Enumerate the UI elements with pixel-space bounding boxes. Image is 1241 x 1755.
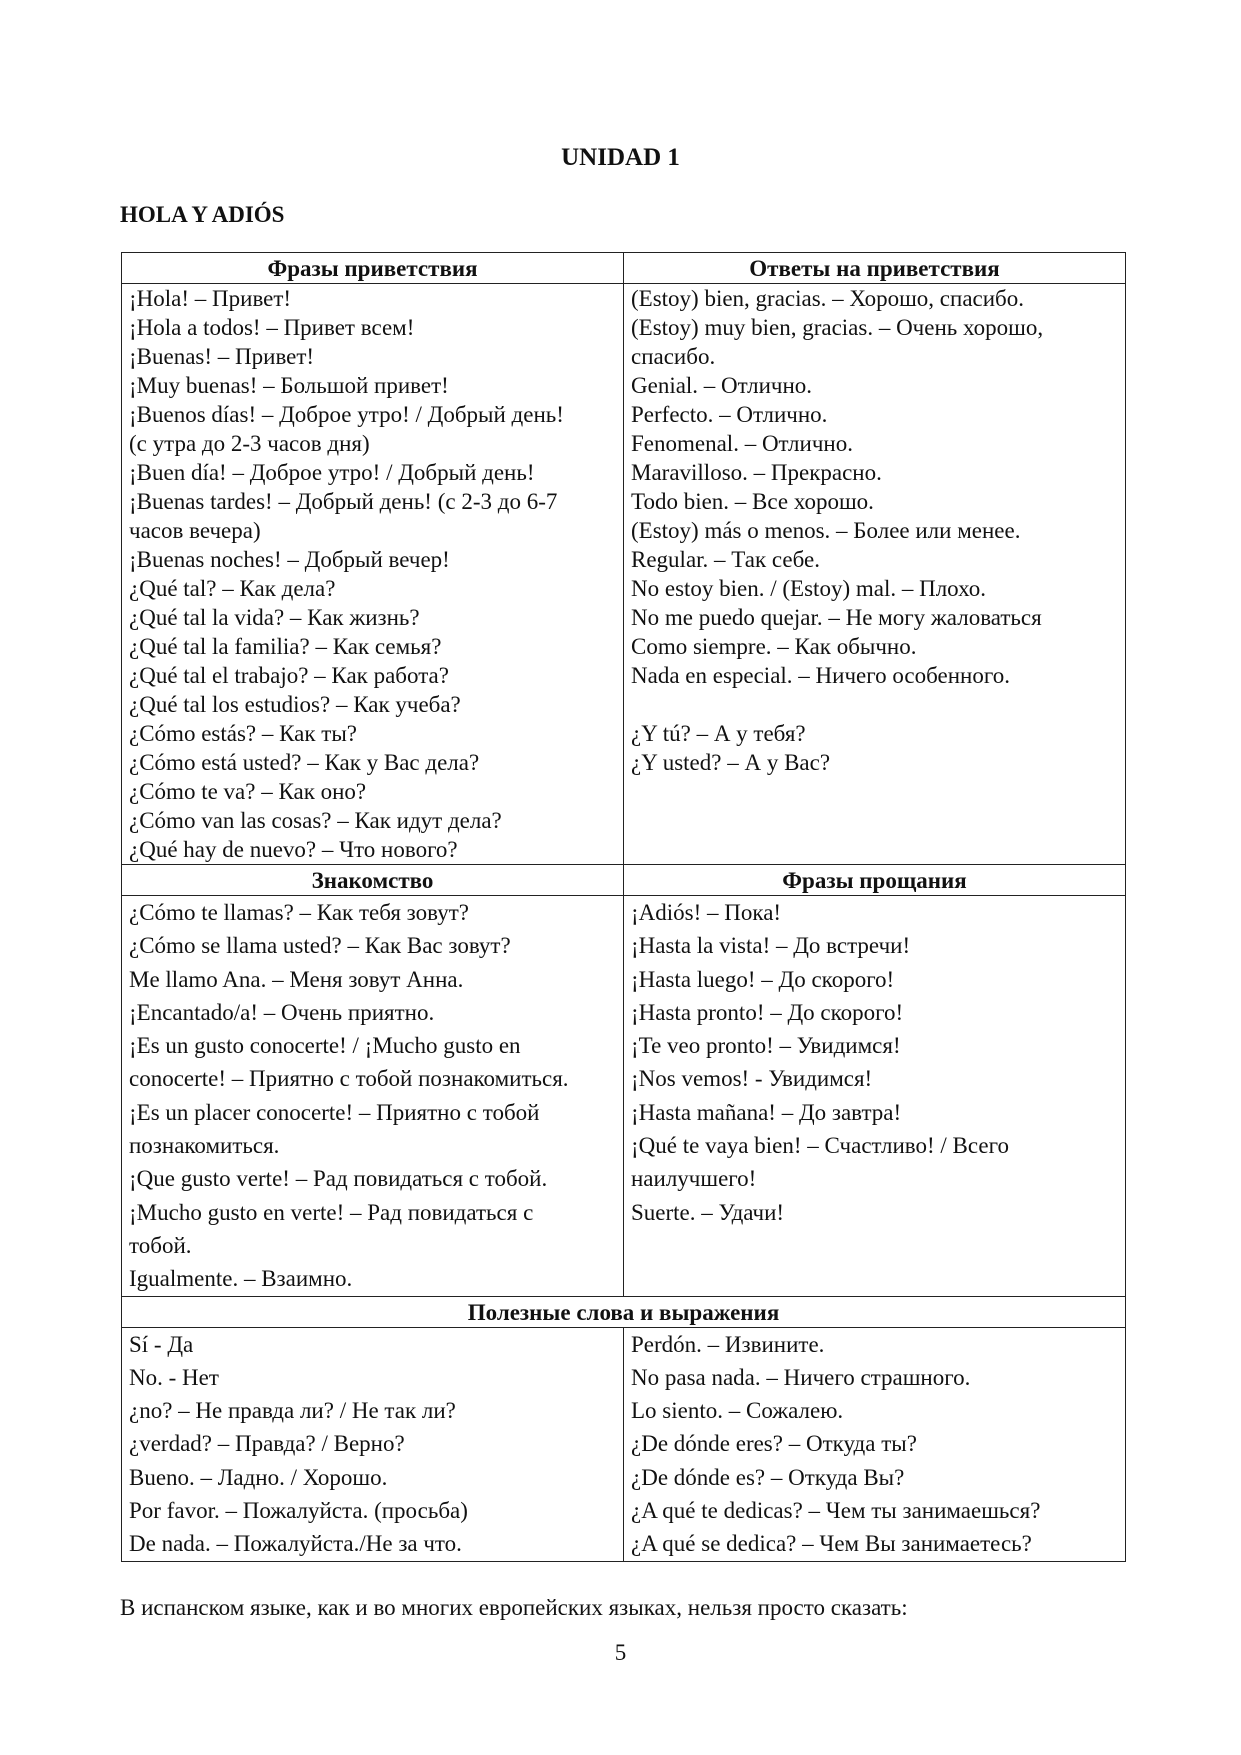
useful-phrase: No. - Нет	[129, 1364, 219, 1390]
answer-phrase: No estoy bien. / (Estoy) mal. – Плохо.	[631, 576, 986, 601]
intro-phrase: conocerte! – Приятно с тобой познакомиться.	[129, 1066, 569, 1092]
useful-phrase: ¿A qué te dedicas? – Чем ты занимаешься?	[631, 1498, 1041, 1524]
intro-phrase: познакомиться.	[129, 1133, 280, 1159]
content-row-greetings	[122, 284, 1126, 865]
vocabulary-table	[121, 252, 1126, 1562]
greeting-phrase: ¿Qué tal la vida? – Как жизнь?	[129, 605, 420, 630]
answer-phrase: No me puedo quejar. – Не могу жаловаться	[631, 605, 1042, 630]
greeting-phrase: ¿Qué tal? – Как дела?	[129, 576, 336, 601]
greeting-phrase: ¡Hola a todos! – Привет всем!	[129, 315, 415, 340]
intro-phrase: ¡Mucho gusto en verte! – Рад повидаться с	[129, 1199, 534, 1225]
useful-phrase: Bueno. – Ладно. / Хорошо.	[129, 1464, 388, 1490]
answer-phrase: (Estoy) muy bien, gracias. – Очень хорошо,	[631, 315, 1044, 340]
answer-phrase: спасибо.	[631, 344, 716, 369]
useful-right-cell	[624, 1327, 1126, 1561]
intro-phrase: ¡Que gusto verte! – Рад повидаться с тобой.	[129, 1166, 548, 1192]
intro-phrase: ¡Es un placer conocerte! – Приятно с тобой	[129, 1099, 540, 1125]
intro-phrase: ¿Cómo se llama usted? – Как Вас зовут?	[129, 933, 511, 959]
answer-phrase: (Estoy) bien, gracias. – Хорошо, спасибо.	[631, 286, 1024, 311]
useful-left-cell	[122, 1327, 624, 1561]
greetings-header: Фразы приветствия	[122, 253, 624, 284]
farewell-header: Фразы прощания	[624, 865, 1126, 896]
answer-phrase: Maravilloso. – Прекрасно.	[631, 460, 882, 485]
greeting-phrase: ¡Buenas! – Привет!	[129, 344, 315, 369]
intro-phrase: Igualmente. – Взаимно.	[129, 1266, 353, 1292]
useful-phrase: ¿De dónde eres? – Откуда ты?	[631, 1431, 917, 1457]
greeting-phrase: ¿Cómo está usted? – Как у Вас дела?	[129, 750, 480, 775]
greetings-cell	[122, 284, 624, 865]
useful-phrase: ¿no? – Не правда ли? / Не так ли?	[129, 1398, 456, 1424]
intro-phrase: ¡Es un gusto conocerte! / ¡Mucho gusto en	[129, 1033, 521, 1059]
useful-phrase: ¿A qué se dedica? – Чем Вы занимаетесь?	[631, 1531, 1032, 1557]
content-row-useful	[122, 1327, 1126, 1561]
farewell-phrase: ¡Qué te vaya bien! – Счастливо! / Всего	[631, 1133, 1009, 1159]
farewell-phrase: ¡Hasta la vista! – До встречи!	[631, 933, 911, 959]
useful-phrase: ¿verdad? – Правда? / Верно?	[129, 1431, 405, 1457]
header-row-greetings	[122, 253, 1126, 284]
answer-phrase: (Estoy) más o menos. – Более или менее.	[631, 518, 1021, 543]
body-paragraph: В испанском языке, как и во многих европейских языках, нельзя просто сказать:	[120, 1595, 908, 1620]
intro-phrase: тобой.	[129, 1232, 192, 1258]
intro-phrase: ¿Cómo te llamas? – Как тебя зовут?	[129, 900, 469, 925]
answer-phrase: Como siempre. – Как обычно.	[631, 634, 917, 659]
farewell-phrase: наилучшего!	[631, 1166, 757, 1192]
answers-cell	[624, 284, 1126, 865]
answer-phrase: Nada en especial. – Ничего особенного.	[631, 663, 1010, 688]
useful-phrase: Sí - Да	[129, 1331, 194, 1357]
spacer	[631, 690, 1118, 719]
farewell-phrase: ¡Hasta luego! – До скорого!	[631, 966, 895, 992]
farewell-phrase: ¡Hasta pronto! – До скорого!	[631, 999, 904, 1025]
intro-phrase: ¡Encantado/a! – Очень приятно.	[129, 999, 435, 1025]
greeting-phrase: часов вечера)	[129, 518, 261, 543]
header-row-useful	[122, 1296, 1126, 1327]
greeting-phrase: ¿Qué tal la familia? – Как семья?	[129, 634, 442, 659]
greeting-phrase: ¿Cómo estás? – Как ты?	[129, 721, 357, 746]
answer-followup-phrase: ¿Y usted? – А у Вас?	[631, 750, 831, 775]
useful-header: Полезные слова и выражения	[122, 1296, 1126, 1327]
intro-header: Знакомство	[122, 865, 624, 896]
farewell-phrase: ¡Te veo pronto! – Увидимся!	[631, 1033, 901, 1059]
useful-phrase: Lo siento. – Сожалею.	[631, 1398, 844, 1424]
answer-phrase: Regular. – Так себе.	[631, 547, 820, 572]
intro-cell	[122, 896, 624, 1297]
answer-followup-phrase: ¿Y tú? – А у тебя?	[631, 721, 806, 746]
farewell-phrase: ¡Hasta mañana! – До завтра!	[631, 1099, 902, 1125]
intro-phrase: Me llamo Ana. – Меня зовут Анна.	[129, 966, 464, 992]
answer-phrase: Genial. – Отлично.	[631, 373, 813, 398]
greeting-phrase: ¿Qué hay de nuevo? – Что нового?	[129, 837, 458, 862]
farewell-phrase: ¡Nos vemos! - Увидимся!	[631, 1066, 873, 1092]
useful-phrase: De nada. – Пожалуйста./Не за что.	[129, 1531, 462, 1557]
greeting-phrase: ¡Buenos días! – Доброе утро! / Добрый день!	[129, 402, 564, 427]
greeting-phrase: ¡Muy buenas! – Большой привет!	[129, 373, 449, 398]
answer-phrase: Perfecto. – Отлично.	[631, 402, 828, 427]
greeting-phrase: ¡Buenas noches! – Добрый вечер!	[129, 547, 450, 572]
useful-phrase: No pasa nada. – Ничего страшного.	[631, 1364, 971, 1390]
farewell-phrase: Suerte. – Удачи!	[631, 1199, 785, 1225]
content-row-intro	[122, 896, 1126, 1297]
greeting-phrase: ¡Buenas tardes! – Добрый день! (с 2-3 до 6-7	[129, 489, 558, 514]
answers-header: Ответы на приветствия	[624, 253, 1126, 284]
greeting-phrase: ¡Hola! – Привет!	[129, 286, 292, 311]
useful-phrase: ¿De dónde es? – Откуда Вы?	[631, 1464, 905, 1490]
page-number: 5	[614, 1640, 627, 1665]
answer-phrase: Fenomenal. – Отлично.	[631, 431, 853, 456]
farewell-cell	[624, 896, 1126, 1297]
farewell-phrase: ¡Adiós! – Пока!	[631, 900, 782, 925]
useful-phrase: Perdón. – Извините.	[631, 1331, 825, 1357]
greeting-phrase: (с утра до 2-3 часов дня)	[129, 431, 370, 456]
unit-title: UNIDAD 1	[561, 144, 680, 171]
section-title: HOLA Y ADIÓS	[120, 202, 285, 227]
greeting-phrase: ¿Cómo te va? – Как оно?	[129, 779, 367, 804]
greeting-phrase: ¿Qué tal los estudios? – Как учеба?	[129, 692, 461, 717]
greeting-phrase: ¡Buen día! – Доброе утро! / Добрый день!	[129, 460, 535, 485]
answer-phrase: Todo bien. – Все хорошо.	[631, 489, 874, 514]
useful-phrase: Por favor. – Пожалуйста. (просьба)	[129, 1498, 468, 1524]
greeting-phrase: ¿Qué tal el trabajo? – Как работа?	[129, 663, 449, 688]
greeting-phrase: ¿Cómo van las cosas? – Как идут дела?	[129, 808, 502, 833]
header-row-intro	[122, 865, 1126, 896]
